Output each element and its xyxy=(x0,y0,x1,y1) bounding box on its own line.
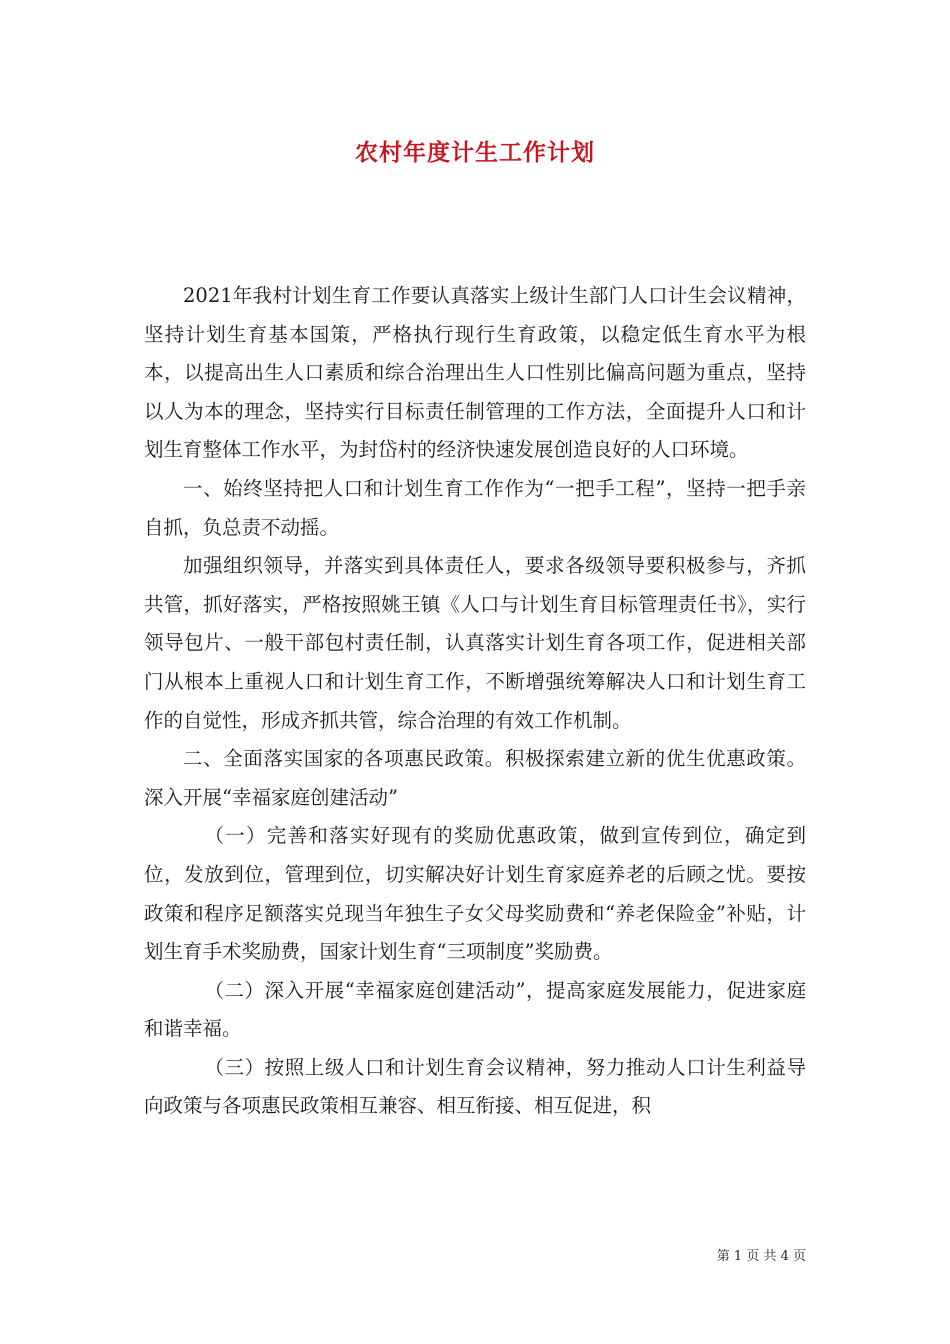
document-title: 农村年度计生工作计划 xyxy=(355,139,595,166)
paragraph-item-2: （二）深入开展“幸福家庭创建活动”，提高家庭发展能力，促进家庭和谐幸福。 xyxy=(144,978,806,1041)
page-number: 第 1 页 共 4 页 xyxy=(716,1249,806,1264)
paragraph-intro: 2021年我村计划生育工作要认真落实上级计生部门人口计生会议精神，坚持计划生育基本国策，严格执行现行生育政策，以稳定低生育水平为根本，以提高出生人口素质和综合治理出生人口性别比偏高问题为重点，坚持以人为本的理念，坚持实行目标责任制管理的工作方法，全面提升人口和计划生育整体工作水平，为封岱村的经济快速发展创造良好的人口环境。 xyxy=(144,284,806,462)
paragraph-item-3: （三）按照上级人口和计划生育会议精神，努力推动人口计生利益导向政策与各项惠民政策相互兼容、相互衔接、相互促进，积 xyxy=(144,1055,806,1118)
paragraph-section-1-body: 加强组织领导，并落实到具体责任人，要求各级领导要积极参与，齐抓共管，抓好落实，严格按照姚王镇《人口与计划生育目标管理责任书》，实行领导包片、一般干部包村责任制，认真落实计划生育各项工作，促进相关部门从根本上重视人口和计划生育工作，不断增强统筹解决人口和计划生育工作的自觉性，形成齐抓共管，综合治理的有效工作机制。 xyxy=(144,554,806,732)
paragraph-item-1: （一）完善和落实好现有的奖励优惠政策，做到宣传到位，确定到位，发放到位，管理到位，切实解决好计划生育家庭养老的后顾之忧。要按政策和程序足额落实兑现当年独生子女父母奖励费和“养老保险金”补贴，计划生育手术奖励费，国家计划生育“三项制度”奖励费。 xyxy=(144,824,806,964)
paragraph-section-1-heading: 一、始终坚持把人口和计划生育工作作为“一把手工程”，坚持一把手亲自抓，负总责不动摇。 xyxy=(144,476,806,539)
document-body xyxy=(144,277,806,1126)
paragraph-section-2-heading: 二、全面落实国家的各项惠民政策。积极探索建立新的优生优惠政策。深入开展“幸福家庭创建活动” xyxy=(144,747,806,809)
